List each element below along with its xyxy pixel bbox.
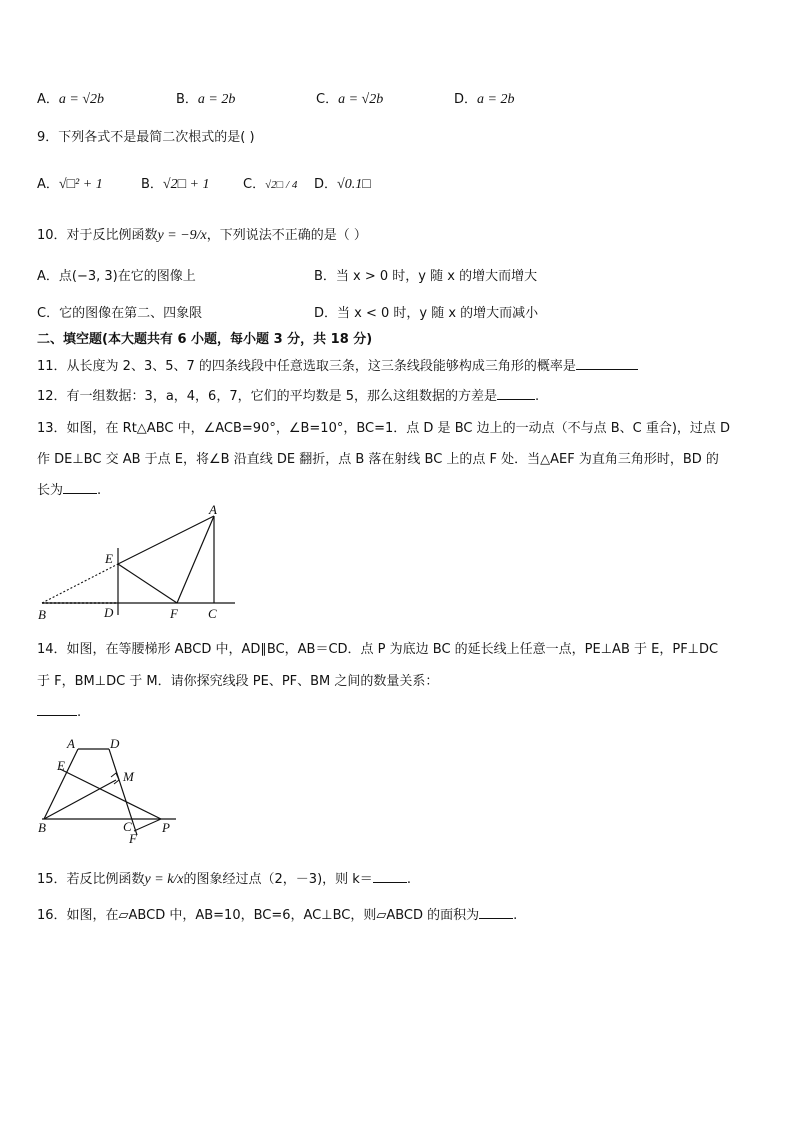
q13-line1: 13．如图，在 Rt△ABC 中，∠ACB=90°，∠B=10°，BC=1．点 D 是 BC 边上的一动点（不与点 B、C 重合)，过点 D (37, 421, 731, 436)
label-a: A (67, 736, 75, 751)
label-d: D (104, 605, 114, 620)
q12: 12．有一组数据：3，a，4，6，7，它们的平均数是 5，那么这组数据的方差是 . (37, 389, 540, 404)
q8-option-a: A．a = √2b (37, 92, 105, 107)
q14-line1: 14．如图，在等腰梯形 ABCD 中，AD∥BC，AB＝CD．点 P 为底边 BC 的延长线上任意一点，PE⊥AB 于 E，PF⊥DC (37, 642, 719, 657)
q9-option-d: D．√0.1□ (314, 177, 371, 192)
q8-option-d: D．a = 2b (454, 92, 515, 107)
q10-option-a: A．点(−3, 3)在它的图像上 (37, 269, 196, 284)
q13-line2: 作 DE⊥BC 交 AB 于点 E，将∠B 沿直线 DE 翻折，点 B 落在射线 BC 上的点 F 处．当△AEF 为直角三角形时，BD 的 (37, 452, 719, 467)
q13-figure (30, 500, 245, 625)
label-e: E (57, 758, 65, 773)
q10-option-b: B．当 x > 0 时，y 随 x 的增大而增大 (314, 269, 538, 284)
q9-option-c: C．√2□ / 4 (243, 177, 298, 192)
q11: 11．从长度为 2、3、5、7 的四条线段中任意选取三条，这三条线段能够构成三角形的概率是 (37, 355, 638, 374)
q14-line2: 于 F，BM⊥DC 于 M．请你探究线段 PE、PF、BM 之间的数量关系： (37, 674, 439, 689)
q10-option-c: C．它的图像在第二、四象限 (37, 306, 203, 321)
label-a: A (209, 502, 217, 517)
q9-stem: 9．下列各式不是最简二次根式的是( ) (37, 130, 255, 145)
label-f: F (170, 606, 178, 621)
q14-figure (30, 733, 180, 845)
label-f: F (129, 831, 137, 845)
q9-option-b: B．√2□ + 1 (141, 177, 210, 192)
label-m: M (123, 769, 134, 784)
label-c: C (123, 819, 132, 834)
q10-option-d: D．当 x < 0 时，y 随 x 的增大而减小 (314, 306, 539, 321)
label-d: D (110, 736, 120, 751)
label-e: E (105, 551, 113, 566)
q15: 15．若反比例函数y = k/x的图象经过点（2，－3)，则 k＝ . (37, 872, 411, 887)
q9-option-a: A．√□² + 1 (37, 177, 103, 192)
q8-option-b: B．a = 2b (176, 92, 236, 107)
label-b: B (38, 607, 46, 622)
label-c: C (208, 606, 217, 621)
label-p: P (162, 820, 170, 835)
q14-answer-blank: . (37, 703, 81, 720)
q8-option-c: C．a = √2b (316, 92, 384, 107)
q16: 16．如图，在▱ABCD 中，AB=10，BC=6，AC⊥BC，则▱ABCD 的面积为 . (37, 908, 518, 923)
section-header: 二、填空题(本大题共有 6 小题，每小题 3 分，共 18 分) (37, 332, 373, 347)
q13-line3: 长为 . (37, 483, 102, 498)
label-b: B (38, 820, 46, 835)
q10-stem: 10．对于反比例函数y = −9/x，下列说法不正确的是（ ） (37, 228, 367, 243)
